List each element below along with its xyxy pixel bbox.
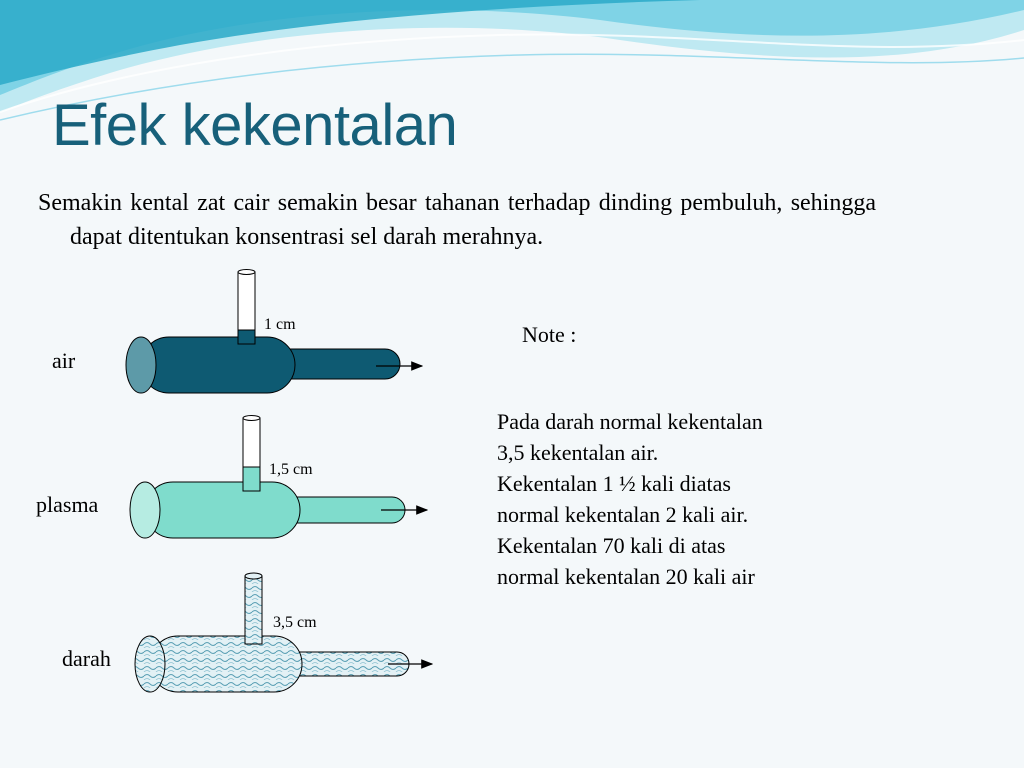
fluid-column — [243, 467, 260, 491]
height-label-plasma: 1,5 cm — [269, 461, 313, 478]
note-line: normal kekentalan 2 kali air. — [497, 502, 749, 527]
fluid-column — [245, 576, 262, 644]
note-body — [497, 406, 857, 592]
tube-end-cap — [135, 636, 165, 692]
intro-paragraph: Semakin kental zat cair semakin besar tahanan terhadap dinding pembuluh, sehingga dapat ditentukan konsentrasi sel darah merahnya. — [38, 190, 876, 250]
manometer-top — [238, 270, 255, 275]
note-line: Kekentalan 70 kali di atas — [497, 533, 726, 558]
tube-end-cap — [130, 482, 160, 538]
tube-body — [145, 482, 300, 538]
tube-label-plasma: plasma — [36, 492, 99, 517]
tube-end-cap — [126, 337, 156, 393]
note-line: Kekentalan 1 ½ kali diatas — [497, 471, 731, 496]
height-label-air: 1 cm — [264, 316, 296, 333]
note-heading: Note : — [522, 322, 577, 347]
tube-label-air: air — [52, 348, 76, 373]
height-label-darah: 3,5 cm — [273, 614, 317, 631]
tube-darah — [62, 573, 432, 692]
manometer-top — [245, 573, 262, 579]
tube-body — [150, 636, 302, 692]
tube-label-darah: darah — [62, 646, 111, 671]
fluid-column — [238, 330, 255, 344]
tube-plasma — [36, 416, 427, 539]
slide-title: Efek kekentalan — [52, 93, 458, 158]
tube-body — [141, 337, 295, 393]
note-line: Pada darah normal kekentalan — [497, 409, 763, 434]
note-line: 3,5 kekentalan air. — [497, 440, 659, 465]
tube-air — [52, 270, 422, 394]
note-line: normal kekentalan 20 kali air — [497, 564, 755, 589]
manometer-top — [243, 416, 260, 421]
